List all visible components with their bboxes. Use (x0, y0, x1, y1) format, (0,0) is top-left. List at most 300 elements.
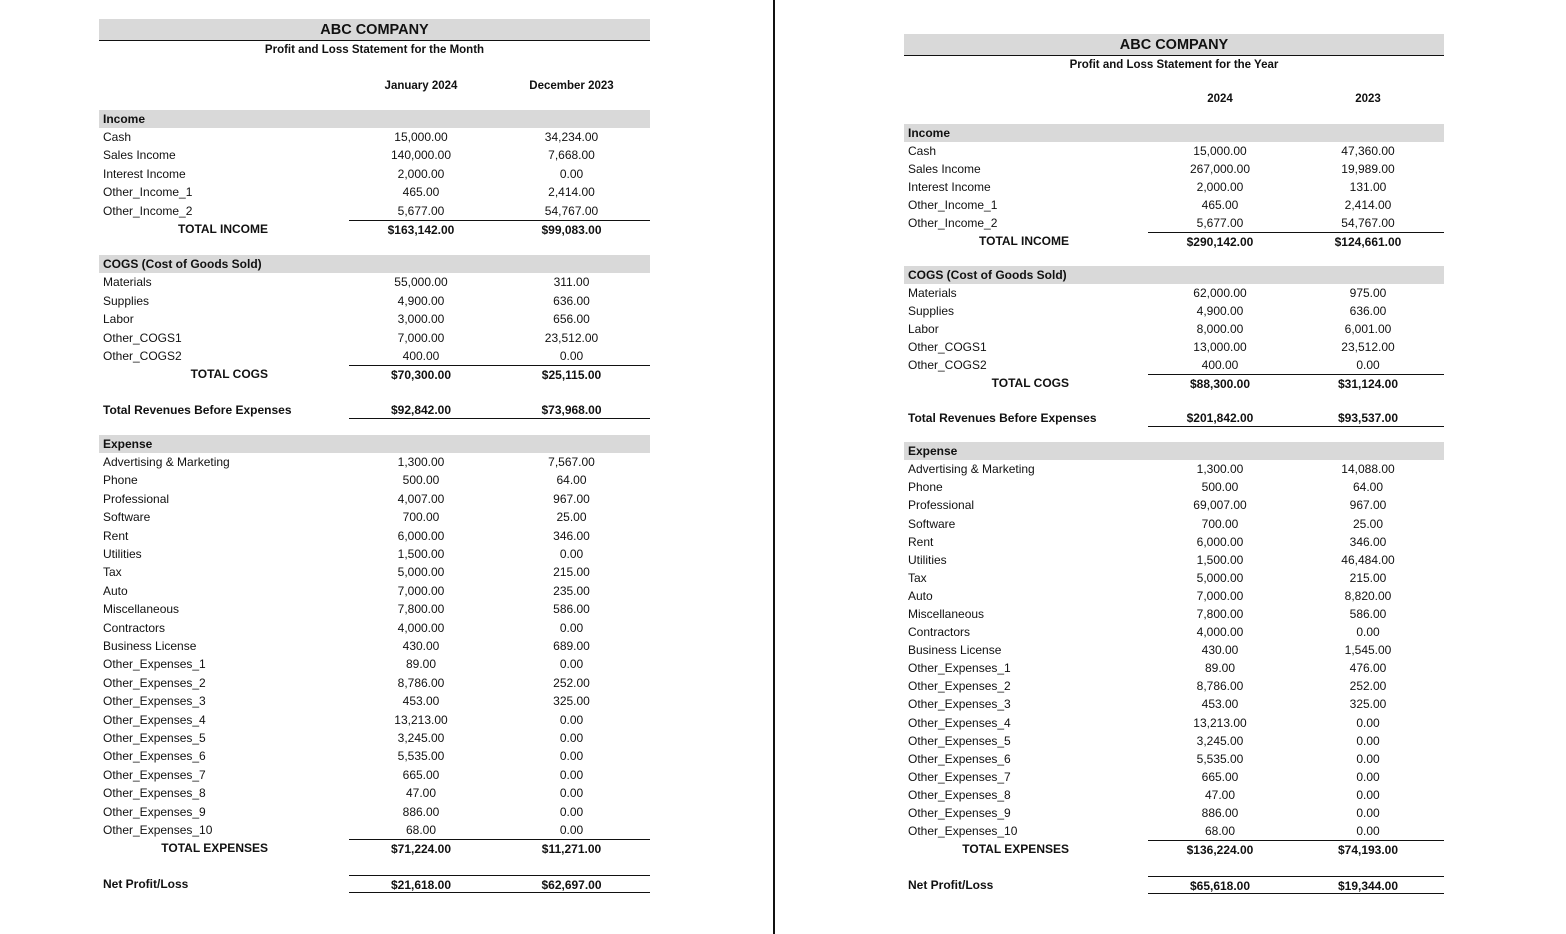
line-item-row (99, 582, 650, 600)
line-item-row (99, 273, 650, 291)
row-label: Professional (908, 498, 975, 513)
value-prior: 14,088.00 (1341, 462, 1395, 477)
line-item-row (904, 587, 1444, 605)
value-prior: 975.00 (1349, 285, 1387, 300)
section-header-income: Income (904, 124, 1444, 142)
value-prior: 0.00 (1356, 787, 1380, 802)
spacer (904, 427, 1444, 442)
row-label: Other_Expenses_1 (103, 657, 206, 672)
value-prior: 64.00 (1352, 480, 1384, 495)
value-current: 886.00 (402, 804, 440, 819)
value-prior: 689.00 (553, 638, 590, 653)
row-label: Business License (103, 638, 197, 653)
value-prior: 252.00 (1349, 679, 1387, 694)
value-prior: 0.00 (559, 822, 584, 837)
value-current: 5,000.00 (397, 565, 445, 580)
column-header-current: 2024 (1207, 93, 1233, 105)
row-label: Phone (103, 473, 138, 488)
value-prior: 0.00 (559, 620, 584, 635)
value-current: 5,677.00 (1196, 216, 1244, 231)
row-label: Total Revenues Before Expenses (103, 402, 292, 417)
value-prior: 0.00 (559, 657, 584, 672)
row-label: TOTAL INCOME (178, 221, 268, 236)
value-prior: 0.00 (559, 730, 584, 745)
line-item-row (99, 674, 650, 692)
section-header-income: Income (99, 110, 650, 128)
row-label: Materials (908, 285, 957, 300)
value-prior: 131.00 (1349, 180, 1387, 195)
value-prior: 0.00 (1356, 751, 1380, 766)
row-label: Business License (908, 643, 1002, 658)
value-current: 3,245.00 (1196, 733, 1244, 748)
line-item-row (904, 569, 1444, 587)
line-item-row (904, 695, 1444, 713)
total-revenues-before-expenses-row (99, 401, 650, 419)
total-cogs-row (904, 374, 1444, 392)
value-prior: 311.00 (553, 275, 590, 290)
value-current: 13,213.00 (394, 712, 448, 727)
value-current: 68.00 (1204, 824, 1236, 839)
value-current: 89.00 (405, 657, 437, 672)
value-prior: $11,271.00 (493, 839, 650, 857)
line-item-row (904, 338, 1444, 356)
value-current: 68.00 (405, 822, 437, 837)
column-header-current: January 2024 (384, 80, 458, 92)
line-item-row (904, 214, 1444, 232)
value-prior: 0.00 (1356, 733, 1380, 748)
value-current: $65,618.00 (1148, 876, 1292, 894)
value-current: 1,300.00 (1196, 462, 1244, 477)
value-current: 69,007.00 (1193, 498, 1247, 513)
value-prior: 476.00 (1349, 661, 1387, 676)
value-current: 465.00 (1201, 198, 1239, 213)
row-label: Other_Income_2 (908, 216, 998, 231)
total-income-row (904, 232, 1444, 250)
row-label: Other_Expenses_3 (908, 697, 1011, 712)
yearly-statement (904, 34, 1444, 894)
column-header-prior: 2023 (1355, 93, 1381, 105)
value-current: 4,900.00 (1196, 303, 1244, 318)
row-label: Auto (103, 583, 128, 598)
row-label: TOTAL COGS (190, 367, 268, 382)
value-current: 500.00 (1201, 480, 1239, 495)
value-current: 62,000.00 (1193, 285, 1247, 300)
row-label: Other_Expenses_1 (908, 661, 1011, 676)
row-label: Other_Expenses_2 (103, 675, 206, 690)
row-label: Auto (908, 588, 933, 603)
line-item-row (904, 641, 1444, 659)
row-label: Sales Income (908, 162, 981, 177)
line-item-row (904, 515, 1444, 533)
line-item-row (904, 142, 1444, 160)
line-item-row (99, 165, 650, 183)
row-label: Other_Expenses_6 (103, 749, 206, 764)
line-item-row (99, 527, 650, 545)
value-prior: 215.00 (1349, 570, 1387, 585)
line-item-row (99, 600, 650, 618)
value-prior: 325.00 (1349, 697, 1387, 712)
row-label: Other_Expenses_5 (908, 733, 1011, 748)
value-current: 13,000.00 (1193, 339, 1247, 354)
row-label: TOTAL INCOME (979, 234, 1069, 249)
line-item-row (99, 310, 650, 328)
value-prior: 64.00 (556, 473, 587, 488)
line-item-row (904, 356, 1444, 374)
line-item-row (99, 183, 650, 201)
value-prior: 0.00 (559, 348, 584, 363)
line-item-row (99, 347, 650, 365)
spacer (99, 95, 650, 110)
value-current: $88,300.00 (1148, 374, 1292, 392)
row-label: Miscellaneous (103, 602, 180, 617)
value-current: 7,000.00 (397, 583, 445, 598)
row-label: Net Profit/Loss (908, 878, 994, 893)
total-revenues-before-expenses-row (904, 409, 1444, 427)
spacer (99, 60, 650, 77)
row-label: Miscellaneous (908, 606, 985, 621)
row-label: Other_Expenses_10 (103, 822, 213, 837)
value-current: 400.00 (402, 348, 440, 363)
row-label: Professional (103, 491, 170, 506)
row-label: Net Profit/Loss (103, 876, 189, 891)
value-current: 4,000.00 (397, 620, 445, 635)
line-item-row (904, 320, 1444, 338)
value-current: 430.00 (402, 638, 440, 653)
row-label: Other_Income_2 (103, 203, 193, 218)
value-current: 4,007.00 (397, 491, 445, 506)
row-label: Other_Expenses_7 (103, 767, 206, 782)
value-prior: 34,234.00 (544, 130, 599, 144)
value-current: 4,900.00 (397, 293, 445, 308)
line-item-row (99, 202, 650, 220)
value-current: 700.00 (1201, 516, 1239, 531)
row-label: Other_Expenses_6 (908, 751, 1011, 766)
row-label: Other_Expenses_10 (908, 824, 1018, 839)
value-current: $70,300.00 (349, 365, 493, 383)
line-item-row (904, 659, 1444, 677)
value-prior: $74,193.00 (1292, 840, 1444, 858)
value-prior: 325.00 (553, 694, 590, 709)
value-current: 15,000.00 (1193, 144, 1247, 158)
value-current: 8,786.00 (397, 675, 445, 690)
line-item-row (904, 714, 1444, 732)
value-current: 1,300.00 (397, 455, 445, 470)
section-header-expense: Expense (99, 435, 650, 453)
line-item-row (904, 750, 1444, 768)
line-item-row (99, 329, 650, 347)
row-label: Other_Expenses_8 (103, 786, 206, 801)
value-prior: 2,414.00 (548, 185, 595, 200)
row-label: Other_Expenses_8 (908, 787, 1011, 802)
value-prior: 54,767.00 (544, 203, 599, 218)
value-prior: 0.00 (1356, 357, 1380, 372)
row-label: Utilities (103, 547, 142, 562)
row-label: Other_Income_1 (908, 198, 998, 213)
value-current: 13,213.00 (1193, 715, 1247, 730)
value-current: 47.00 (1204, 787, 1236, 802)
value-current: $136,224.00 (1148, 840, 1292, 858)
value-current: 8,000.00 (1196, 321, 1244, 336)
line-item-row (904, 551, 1444, 569)
value-prior: 636.00 (553, 293, 590, 308)
line-item-row (99, 453, 650, 471)
value-current: 400.00 (1201, 357, 1239, 372)
line-item-row (99, 729, 650, 747)
row-label: Software (908, 516, 956, 531)
value-prior: 7,567.00 (548, 455, 595, 470)
line-item-row (99, 766, 650, 784)
line-item-row (904, 786, 1444, 804)
value-prior: 252.00 (553, 675, 590, 690)
total-expense-row (904, 840, 1444, 858)
value-current: 6,000.00 (1196, 534, 1244, 549)
value-prior: 46,484.00 (1341, 552, 1395, 567)
row-label: Advertising & Marketing (908, 462, 1035, 477)
spacer (99, 858, 650, 875)
value-current: 500.00 (402, 473, 440, 488)
line-item-row (99, 711, 650, 729)
value-prior: $31,124.00 (1292, 374, 1444, 392)
value-current: 140,000.00 (390, 148, 452, 163)
line-item-row (99, 692, 650, 710)
value-prior: 586.00 (553, 602, 590, 617)
value-prior: 0.00 (559, 786, 584, 801)
spacer (99, 384, 650, 401)
value-current: 5,000.00 (1196, 570, 1244, 585)
line-item-row (99, 784, 650, 802)
value-prior: 0.00 (559, 767, 584, 782)
value-prior: 346.00 (553, 528, 590, 543)
value-prior: 967.00 (553, 491, 590, 506)
value-current: $201,842.00 (1148, 409, 1292, 427)
value-prior: 967.00 (1349, 498, 1387, 513)
value-current: 1,500.00 (1196, 552, 1244, 567)
row-label: Contractors (103, 620, 166, 635)
value-current: 47.00 (405, 786, 437, 801)
row-label: Other_Expenses_9 (908, 806, 1011, 820)
row-label: Other_Expenses_9 (103, 804, 206, 819)
value-current: 5,535.00 (397, 749, 445, 764)
row-label: Advertising & Marketing (103, 455, 230, 470)
value-prior: 0.00 (1356, 769, 1380, 784)
row-label: Other_COGS1 (103, 330, 182, 345)
value-prior: 25.00 (1352, 516, 1384, 531)
value-prior: 8,820.00 (1344, 588, 1392, 603)
row-label: Other_Expenses_7 (908, 769, 1011, 784)
value-current: $163,142.00 (349, 220, 493, 238)
row-label: Supplies (908, 303, 955, 318)
line-item-row (99, 655, 650, 673)
row-label: TOTAL EXPENSES (962, 842, 1069, 857)
column-headers (904, 90, 1444, 108)
spacer (99, 238, 650, 255)
row-label: Other_Expenses_3 (103, 694, 206, 709)
row-label: Materials (103, 275, 152, 290)
company-title: ABC COMPANY (99, 19, 650, 41)
line-item-row (904, 732, 1444, 750)
line-item-row (904, 302, 1444, 320)
row-label: Total Revenues Before Expenses (908, 411, 1097, 426)
value-current: 7,000.00 (397, 330, 445, 345)
value-current: 55,000.00 (394, 275, 448, 290)
value-prior: 1,545.00 (1344, 643, 1392, 658)
spacer (904, 251, 1444, 266)
row-label: Cash (908, 144, 937, 158)
value-current: 7,000.00 (1196, 588, 1244, 603)
value-prior: 0.00 (559, 547, 584, 562)
value-prior: $73,968.00 (493, 401, 650, 419)
line-item-row (904, 460, 1444, 478)
value-prior: $99,083.00 (493, 220, 650, 238)
value-prior: 7,668.00 (548, 148, 595, 163)
value-current: 700.00 (402, 510, 440, 525)
value-prior: 54,767.00 (1341, 216, 1395, 231)
value-prior: 23,512.00 (544, 330, 599, 345)
column-headers (99, 77, 650, 95)
row-label: Tax (103, 565, 122, 580)
value-current: 3,000.00 (397, 312, 445, 327)
row-label: Interest Income (103, 166, 186, 181)
value-prior: 2,414.00 (1344, 198, 1392, 213)
value-prior: $25,115.00 (493, 365, 650, 383)
value-prior: 23,512.00 (1341, 339, 1395, 354)
value-prior: $124,661.00 (1292, 232, 1444, 250)
line-item-row (99, 490, 650, 508)
value-prior: 636.00 (1349, 303, 1387, 318)
value-prior: $62,697.00 (493, 875, 650, 893)
row-label: Cash (103, 130, 132, 144)
section-header-expense: Expense (904, 442, 1444, 460)
column-header-prior: December 2023 (529, 80, 614, 92)
value-current: 1,500.00 (397, 547, 445, 562)
line-item-row (904, 768, 1444, 786)
row-label: Other_COGS2 (908, 357, 987, 372)
line-item-row (99, 619, 650, 637)
value-prior: 235.00 (553, 583, 590, 598)
line-item-row (904, 178, 1444, 196)
value-current: 7,800.00 (397, 602, 445, 617)
total-cogs-row (99, 365, 650, 383)
value-current: 15,000.00 (394, 130, 448, 144)
page-divider (773, 0, 775, 934)
value-prior: 25.00 (556, 510, 587, 525)
line-item-row (99, 292, 650, 310)
value-current: 665.00 (402, 767, 440, 782)
row-label: Other_Expenses_2 (908, 679, 1011, 694)
value-current: 3,245.00 (397, 730, 445, 745)
value-prior: 0.00 (559, 166, 584, 181)
value-prior: 47,360.00 (1341, 144, 1395, 158)
value-prior: 0.00 (1356, 806, 1380, 820)
spacer (904, 392, 1444, 409)
value-prior: 0.00 (1356, 715, 1380, 730)
value-prior: 0.00 (559, 712, 584, 727)
row-label: Other_Expenses_4 (908, 715, 1011, 730)
net-profit-loss-row (99, 875, 650, 893)
row-label: TOTAL COGS (991, 376, 1069, 391)
row-label: Utilities (908, 552, 947, 567)
value-current: 465.00 (402, 185, 440, 200)
value-current: 2,000.00 (397, 166, 445, 181)
row-label: Other_COGS1 (908, 339, 987, 354)
row-label: Supplies (103, 293, 150, 308)
value-prior: 656.00 (553, 312, 590, 327)
line-item-row (99, 637, 650, 655)
monthly-statement (99, 19, 650, 893)
line-item-row (99, 545, 650, 563)
row-label: Rent (103, 528, 129, 543)
row-label: Tax (908, 570, 927, 585)
value-current: 453.00 (1201, 697, 1239, 712)
value-current: 886.00 (1201, 806, 1239, 820)
value-current: 5,535.00 (1196, 751, 1244, 766)
value-current: 430.00 (1201, 643, 1239, 658)
value-current: 8,786.00 (1196, 679, 1244, 694)
line-item-row (904, 804, 1444, 822)
value-current: $21,618.00 (349, 875, 493, 893)
line-item-row (904, 605, 1444, 623)
value-current: $71,224.00 (349, 839, 493, 857)
value-current: 2,000.00 (1196, 180, 1244, 195)
value-current: 89.00 (1204, 661, 1236, 676)
line-item-row (99, 471, 650, 489)
line-item-row (99, 128, 650, 146)
line-item-row (99, 563, 650, 581)
value-prior: $93,537.00 (1292, 409, 1444, 427)
total-income-row (99, 220, 650, 238)
line-item-row (904, 677, 1444, 695)
value-prior: 0.00 (1356, 824, 1380, 839)
line-item-row (904, 196, 1444, 214)
value-current: 4,000.00 (1196, 625, 1244, 640)
row-label: Phone (908, 480, 943, 495)
line-item-row (904, 160, 1444, 178)
value-prior: 215.00 (553, 565, 590, 580)
line-item-row (904, 478, 1444, 496)
spacer (904, 108, 1444, 124)
net-profit-loss-row (904, 876, 1444, 894)
value-prior: 19,989.00 (1341, 162, 1395, 177)
line-item-row (904, 284, 1444, 302)
row-label: TOTAL EXPENSES (161, 841, 268, 856)
row-label: Other_COGS2 (103, 348, 182, 363)
value-current: 267,000.00 (1189, 162, 1251, 177)
value-current: 7,800.00 (1196, 606, 1244, 621)
value-prior: 0.00 (559, 749, 584, 764)
statement-subtitle: Profit and Loss Statement for the Month (264, 44, 485, 56)
row-label: Labor (908, 321, 939, 336)
line-item-row (99, 821, 650, 839)
line-item-row (904, 496, 1444, 514)
line-item-row (904, 822, 1444, 840)
row-label: Software (103, 510, 151, 525)
row-label: Rent (908, 534, 934, 549)
spacer (99, 419, 650, 435)
value-current: 6,000.00 (397, 528, 445, 543)
value-prior: 6,001.00 (1344, 321, 1392, 336)
value-prior: 0.00 (1356, 625, 1380, 640)
row-label: Labor (103, 312, 134, 327)
value-current: 5,677.00 (397, 203, 445, 218)
row-label: Contractors (908, 625, 971, 640)
value-current: $290,142.00 (1148, 232, 1292, 250)
row-label: Sales Income (103, 148, 176, 163)
row-label: Other_Expenses_5 (103, 730, 206, 745)
line-item-row (99, 803, 650, 821)
value-current: $92,842.00 (349, 401, 493, 419)
row-label: Other_Expenses_4 (103, 712, 206, 727)
line-item-row (99, 146, 650, 164)
